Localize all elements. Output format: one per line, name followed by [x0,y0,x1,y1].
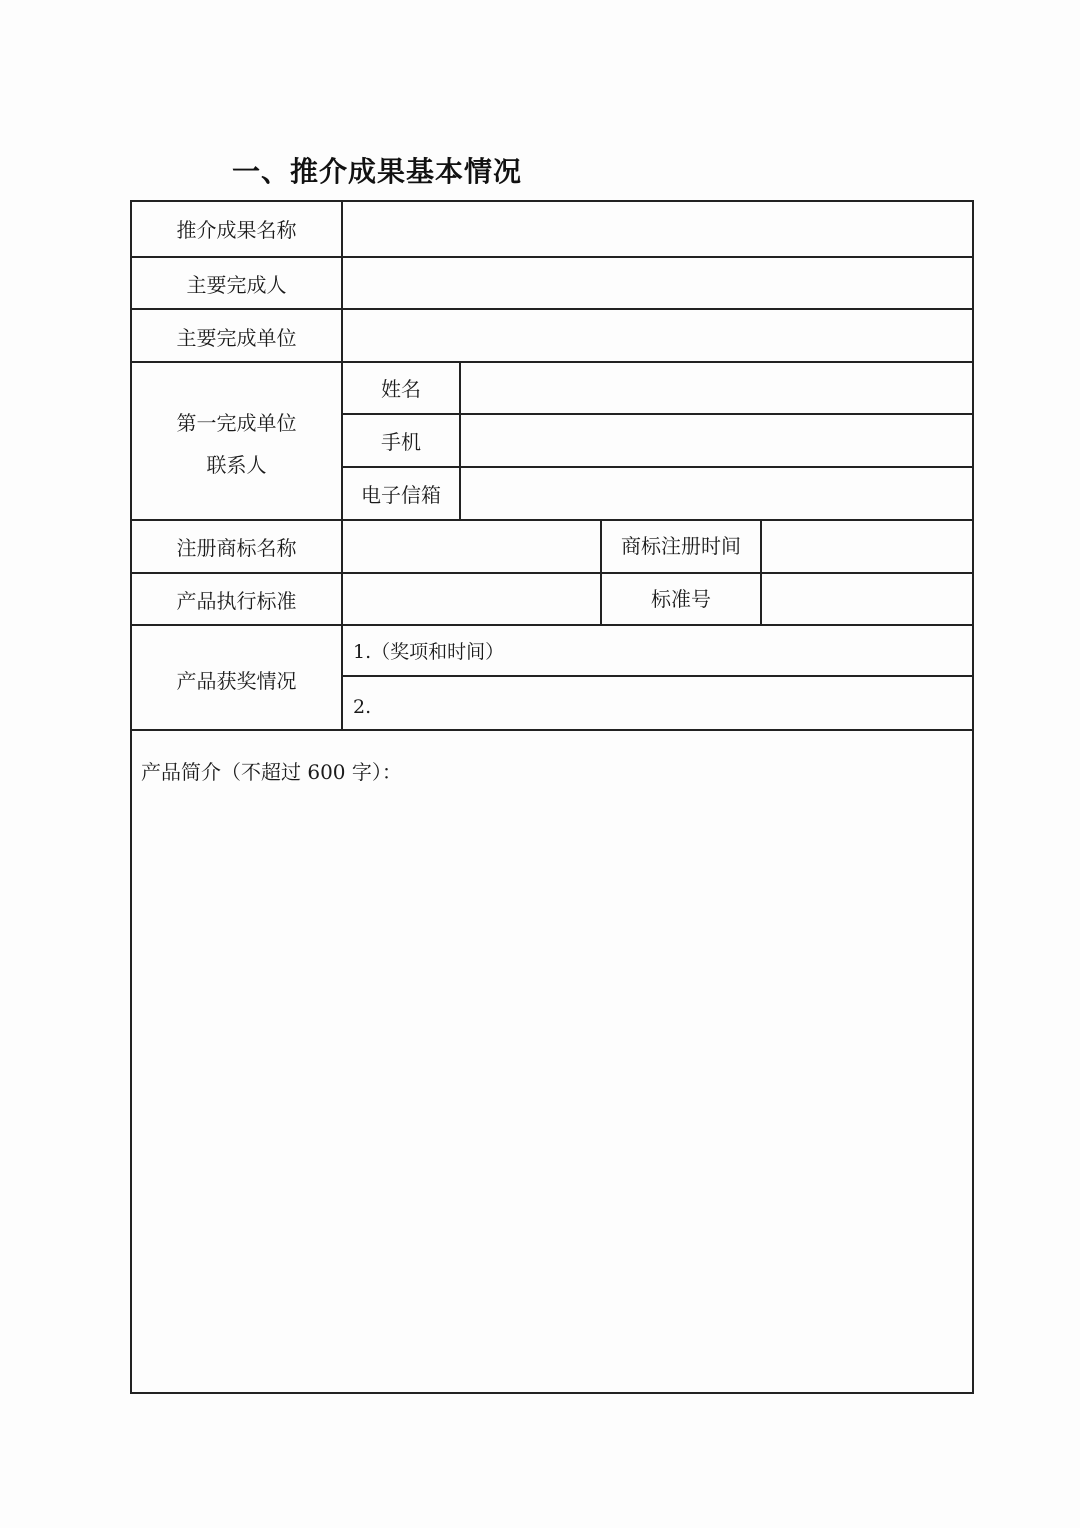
award-item-2[interactable]: 2. [353,696,372,718]
main-units-field[interactable] [345,311,970,359]
contact-label-line1: 第一完成单位 [176,411,297,435]
award-item-1[interactable]: 1.（奖项和时间） [353,641,505,663]
row-divider [132,256,972,258]
contact-name-field[interactable] [463,364,970,411]
column-divider [341,202,343,729]
achievement-form [130,200,974,1394]
section-title: 一、推介成果基本情况 [232,155,523,188]
awards-label: 产品获奖情况 [176,669,297,693]
main-contributors-label: 主要完成人 [186,273,287,297]
contact-email-label: 电子信箱 [361,483,441,507]
column-divider [760,519,762,624]
achievement-name-label: 推介成果名称 [176,218,297,242]
contact-label-line2: 联系人 [206,453,267,477]
contact-name-label: 姓名 [381,377,421,401]
row-divider [132,519,972,521]
product-standard-field[interactable] [345,575,598,622]
standard-number-label: 标准号 [651,587,711,611]
main-units-label: 主要完成单位 [176,326,297,350]
trademark-reg-time-label: 商标注册时间 [621,534,741,558]
achievement-name-field[interactable] [345,204,970,254]
row-divider [343,413,972,415]
row-divider [132,729,972,731]
row-divider [343,675,972,677]
row-divider [132,572,972,574]
row-divider [343,466,972,468]
product-standard-label: 产品执行标准 [176,589,297,613]
contact-email-field[interactable] [463,469,970,517]
trademark-name-label: 注册商标名称 [176,536,297,560]
row-divider [132,361,972,363]
standard-number-field[interactable] [764,575,970,622]
contact-phone-label: 手机 [381,430,421,454]
row-divider [132,624,972,626]
trademark-name-field[interactable] [345,522,598,570]
row-divider [132,308,972,310]
contact-phone-field[interactable] [463,416,970,464]
product-intro-field[interactable] [138,792,966,1382]
trademark-reg-time-field[interactable] [764,522,970,570]
main-contributors-field[interactable] [345,259,970,306]
column-divider [459,361,461,519]
product-intro-label: 产品简介（不超过 600 字）： [141,760,402,784]
